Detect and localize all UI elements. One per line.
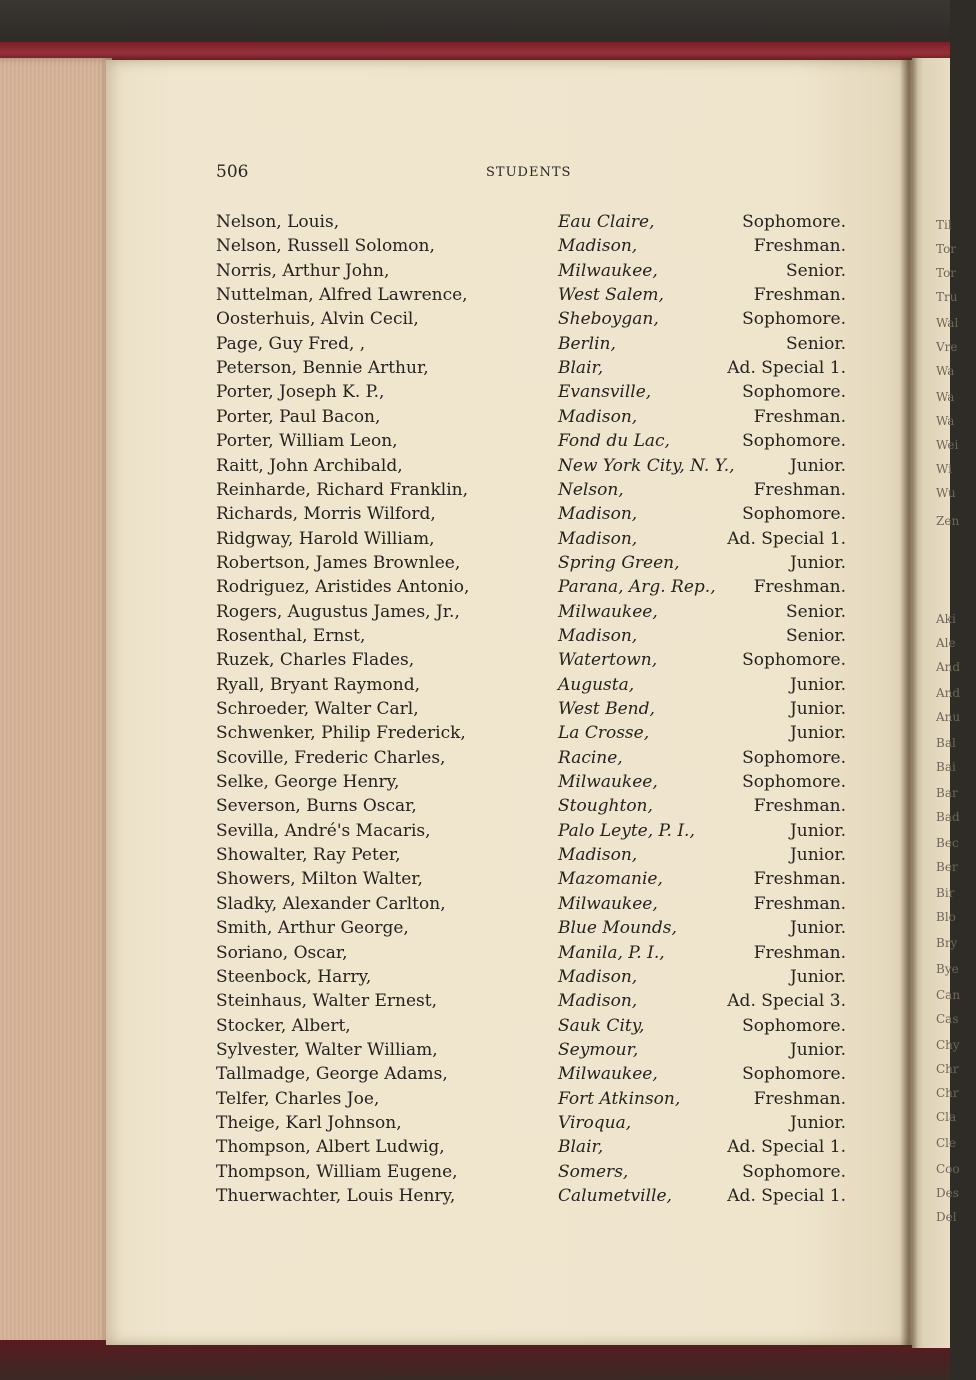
student-entry — [216, 746, 846, 770]
student-name: Ruzek, Charles Flades, — [216, 650, 415, 671]
student-entry — [216, 965, 846, 989]
facing-page-fragment: Wei — [936, 438, 959, 452]
student-name: Nelson, Russell Solomon, — [216, 236, 435, 257]
student-class-standing: Junior. — [789, 966, 846, 987]
student-entry — [216, 770, 846, 794]
student-entry — [216, 283, 846, 307]
student-hometown: Blair, — [558, 358, 604, 379]
student-class-standing: Sophomore. — [742, 504, 846, 525]
student-class-standing: Junior. — [789, 820, 846, 841]
student-entry — [216, 892, 846, 916]
student-entry — [216, 356, 846, 380]
student-entry — [216, 454, 846, 478]
facing-page-fragment: Bad — [936, 810, 960, 824]
student-name: Selke, George Henry, — [216, 772, 400, 793]
student-class-standing: Junior. — [789, 455, 846, 476]
student-class-standing: Junior. — [789, 674, 846, 695]
student-hometown: New York City, N. Y., — [558, 455, 735, 476]
student-entry — [216, 989, 846, 1013]
student-class-standing: Sophomore. — [742, 772, 846, 793]
student-hometown: Augusta, — [558, 674, 635, 695]
student-class-standing: Freshman. — [753, 577, 846, 598]
student-entry — [216, 502, 846, 526]
facing-page-fragment: Chr — [936, 1062, 959, 1076]
student-entry — [216, 259, 846, 283]
student-hometown: Sheboygan, — [558, 309, 659, 330]
facing-page-fragment: Bye — [936, 962, 959, 976]
student-class-standing: Ad. Special 1. — [727, 1137, 846, 1158]
student-class-standing: Freshman. — [753, 942, 846, 963]
student-class-standing: Sophomore. — [742, 1161, 846, 1182]
student-entry — [216, 405, 846, 429]
student-name: Tallmadge, George Adams, — [216, 1064, 448, 1085]
student-entry — [216, 794, 846, 818]
student-name: Porter, Joseph K. P., — [216, 382, 385, 403]
student-name: Oosterhuis, Alvin Cecil, — [216, 309, 419, 330]
student-name: Nelson, Louis, — [216, 212, 340, 232]
student-entry — [216, 1160, 846, 1184]
running-head: STUDENTS — [486, 165, 572, 180]
student-class-standing: Freshman. — [753, 869, 846, 890]
student-entry — [216, 429, 846, 453]
student-hometown: Blair, — [558, 1137, 604, 1158]
facing-page-fragment: Tru — [936, 290, 958, 304]
student-entry — [216, 527, 846, 551]
student-entry — [216, 551, 846, 575]
facing-page-fragment: Zen — [936, 514, 960, 528]
student-class-standing: Ad. Special 1. — [727, 528, 846, 549]
student-entry — [216, 1111, 846, 1135]
student-class-standing: Junior. — [789, 918, 846, 939]
student-entry — [216, 575, 846, 599]
student-hometown: Fort Atkinson, — [558, 1088, 681, 1109]
student-hometown: Berlin, — [558, 333, 616, 354]
facing-page-fragment: Aki — [936, 612, 956, 626]
student-hometown: Watertown, — [558, 650, 658, 671]
facing-page-fragment: Bry — [936, 936, 958, 950]
student-class-standing: Freshman. — [753, 796, 846, 817]
student-hometown: Viroqua, — [558, 1112, 632, 1133]
student-name: Severson, Burns Oscar, — [216, 796, 417, 817]
student-class-standing: Sophomore. — [742, 382, 846, 403]
student-hometown: Milwaukee, — [558, 260, 658, 281]
facing-page-fragment: And — [936, 660, 961, 674]
student-hometown: Somers, — [558, 1161, 629, 1182]
student-entry — [216, 1135, 846, 1159]
student-hometown: Evansville, — [558, 382, 652, 403]
facing-page-fragment: Tor — [936, 266, 957, 280]
student-name: Sladky, Alexander Carlton, — [216, 893, 446, 914]
background-top — [0, 0, 950, 48]
student-name: Porter, William Leon, — [216, 431, 398, 452]
student-entry — [216, 210, 846, 234]
student-entry — [216, 721, 846, 745]
facing-page-fragment: Wa — [936, 414, 955, 428]
student-entry — [216, 380, 846, 404]
student-hometown: Mazomanie, — [558, 869, 663, 890]
student-name: Smith, Arthur George, — [216, 918, 409, 939]
student-name: Porter, Paul Bacon, — [216, 406, 381, 427]
student-hometown: Milwaukee, — [558, 601, 658, 622]
student-name: Theige, Karl Johnson, — [216, 1112, 402, 1133]
student-hometown: West Salem, — [558, 285, 664, 306]
student-hometown: Milwaukee, — [558, 772, 658, 793]
student-entry — [216, 941, 846, 965]
student-name: Telfer, Charles Joe, — [216, 1088, 380, 1109]
student-entry — [216, 1087, 846, 1111]
page-number: 506 — [216, 162, 249, 182]
facing-page-fragment: Bec — [936, 836, 959, 850]
facing-page-fragment: And — [936, 686, 961, 700]
student-name: Raitt, John Archibald, — [216, 455, 403, 476]
facing-page-fragment: Wa — [936, 364, 955, 378]
student-name: Reinharde, Richard Franklin, — [216, 479, 468, 500]
student-entry — [216, 624, 846, 648]
facing-page-fragment: Wi — [936, 462, 952, 476]
facing-page-fragment: Wa — [936, 390, 955, 404]
student-name: Rogers, Augustus James, Jr., — [216, 601, 460, 622]
facing-page-fragment: Vre — [936, 340, 958, 354]
student-hometown: La Crosse, — [558, 723, 650, 744]
student-class-standing: Freshman. — [753, 406, 846, 427]
facing-page-fragment: Ale — [936, 636, 956, 650]
student-hometown: Blue Mounds, — [558, 918, 677, 939]
student-hometown: Madison, — [558, 406, 638, 427]
facing-page-fragment: Cla — [936, 1110, 957, 1124]
student-hometown: Racine, — [558, 747, 623, 768]
student-entry — [216, 648, 846, 672]
facing-page-fragment: Wal — [936, 316, 959, 330]
student-class-standing: Freshman. — [753, 893, 846, 914]
student-class-standing: Sophomore. — [742, 1015, 846, 1036]
facing-page-fragment: Bir — [936, 886, 955, 900]
student-entry — [216, 697, 846, 721]
student-hometown: Madison, — [558, 966, 638, 987]
student-entry — [216, 600, 846, 624]
student-hometown: Madison, — [558, 528, 638, 549]
student-name: Stocker, Albert, — [216, 1015, 351, 1036]
student-hometown: Calumetville, — [558, 1186, 672, 1206]
student-hometown: Seymour, — [558, 1039, 639, 1060]
student-class-standing: Junior. — [789, 845, 846, 866]
student-name: Page, Guy Fred, , — [216, 333, 366, 354]
student-hometown: Milwaukee, — [558, 893, 658, 914]
student-class-standing: Ad. Special 1. — [727, 358, 846, 379]
student-class-standing: Freshman. — [753, 285, 846, 306]
facing-page-fragment: Coo — [936, 1162, 960, 1176]
facing-page-fragment: Chr — [936, 1086, 959, 1100]
student-name: Soriano, Oscar, — [216, 942, 348, 963]
student-entry — [216, 1062, 846, 1086]
student-hometown: Fond du Lac, — [558, 431, 670, 452]
student-entry — [216, 478, 846, 502]
student-hometown: Palo Leyte, P. I., — [558, 820, 695, 841]
student-class-standing: Senior. — [786, 260, 846, 281]
facing-page-fragment: Can — [936, 988, 961, 1002]
red-cloth-binding — [0, 42, 950, 62]
student-name: Steenbock, Harry, — [216, 966, 372, 987]
gutter-shadow — [900, 58, 918, 1348]
facing-page-fragment: Bar — [936, 786, 958, 800]
student-class-standing: Junior. — [789, 723, 846, 744]
student-name: Thuerwachter, Louis Henry, — [216, 1186, 456, 1206]
facing-page-fragment: Anu — [936, 710, 961, 724]
book-page-edges — [0, 58, 112, 1348]
student-hometown: Milwaukee, — [558, 1064, 658, 1085]
student-name: Nuttelman, Alfred Lawrence, — [216, 285, 468, 306]
student-class-standing: Junior. — [789, 699, 846, 719]
facing-page-fragment: Cle — [936, 1136, 957, 1150]
student-name: Ryall, Bryant Raymond, — [216, 674, 420, 695]
student-class-standing: Junior. — [789, 1112, 846, 1133]
student-entry — [216, 1014, 846, 1038]
student-name: Showalter, Ray Peter, — [216, 845, 401, 866]
student-name: Showers, Milton Walter, — [216, 869, 423, 890]
facing-page-fragment: Ber — [936, 860, 958, 874]
student-class-standing: Senior. — [786, 625, 846, 646]
student-hometown: Madison, — [558, 236, 638, 257]
facing-page-fragment: Blo — [936, 910, 956, 924]
student-entry — [216, 1038, 846, 1062]
student-name: Peterson, Bennie Arthur, — [216, 358, 429, 379]
student-hometown: Madison, — [558, 991, 638, 1012]
student-hometown: Manila, P. I., — [558, 942, 665, 963]
student-name: Robertson, James Brownlee, — [216, 552, 461, 573]
facing-page-fragment: Del — [936, 1210, 957, 1224]
facing-page-fragment: Til — [936, 218, 952, 232]
facing-page-fragment: Tor — [936, 242, 957, 256]
student-entry — [216, 332, 846, 356]
student-name: Rosenthal, Ernst, — [216, 625, 366, 646]
student-name: Schroeder, Walter Carl, — [216, 699, 419, 719]
facing-page-fragment: Wu — [936, 486, 956, 500]
student-hometown: Spring Green, — [558, 552, 680, 573]
student-class-standing: Freshman. — [753, 236, 846, 257]
facing-page-fragment: Bai — [936, 760, 956, 774]
student-entry — [216, 1184, 846, 1208]
student-entry — [216, 916, 846, 940]
student-name: Sylvester, Walter William, — [216, 1039, 438, 1060]
student-entry — [216, 673, 846, 697]
student-entry — [216, 819, 846, 843]
student-class-standing: Ad. Special 3. — [727, 991, 846, 1012]
facing-page-fragment: Bal — [936, 736, 956, 750]
student-class-standing: Ad. Special 1. — [727, 1186, 846, 1206]
student-class-standing: Freshman. — [753, 1088, 846, 1109]
student-hometown: Eau Claire, — [558, 212, 655, 232]
student-class-standing: Freshman. — [753, 479, 846, 500]
student-class-standing: Sophomore. — [742, 309, 846, 330]
facing-page-fragment: Cas — [936, 1012, 959, 1026]
student-name: Sevilla, André's Macaris, — [216, 820, 431, 841]
student-name: Scoville, Frederic Charles, — [216, 747, 446, 768]
student-name: Thompson, Albert Ludwig, — [216, 1137, 445, 1158]
student-hometown: Sauk City, — [558, 1015, 645, 1036]
student-class-standing: Senior. — [786, 333, 846, 354]
student-class-standing: Sophomore. — [742, 431, 846, 452]
student-class-standing: Sophomore. — [742, 212, 846, 232]
student-class-standing: Senior. — [786, 601, 846, 622]
student-name: Richards, Morris Wilford, — [216, 504, 436, 525]
student-class-standing: Junior. — [789, 1039, 846, 1060]
student-name: Schwenker, Philip Frederick, — [216, 723, 466, 744]
student-name: Rodriguez, Aristides Antonio, — [216, 577, 470, 598]
student-hometown: Madison, — [558, 504, 638, 525]
student-name: Thompson, William Eugene, — [216, 1161, 458, 1182]
student-hometown: Madison, — [558, 845, 638, 866]
student-name: Ridgway, Harold William, — [216, 528, 435, 549]
student-entry — [216, 234, 846, 258]
student-name: Steinhaus, Walter Ernest, — [216, 991, 437, 1012]
binding-bottom — [0, 1340, 950, 1380]
student-entry — [216, 867, 846, 891]
student-entry — [216, 843, 846, 867]
student-hometown: Stoughton, — [558, 796, 653, 817]
student-class-standing: Junior. — [789, 552, 846, 573]
student-entry — [216, 307, 846, 331]
student-class-standing: Sophomore. — [742, 1064, 846, 1085]
student-hometown: West Bend, — [558, 699, 655, 719]
facing-page-fragment: Chy — [936, 1038, 960, 1052]
student-name: Norris, Arthur John, — [216, 260, 390, 281]
student-hometown: Parana, Arg. Rep., — [558, 577, 716, 598]
student-class-standing: Sophomore. — [742, 650, 846, 671]
student-hometown: Nelson, — [558, 479, 624, 500]
student-hometown: Madison, — [558, 625, 638, 646]
facing-page-fragment: Des — [936, 1186, 959, 1200]
student-class-standing: Sophomore. — [742, 747, 846, 768]
page-header — [216, 162, 844, 186]
